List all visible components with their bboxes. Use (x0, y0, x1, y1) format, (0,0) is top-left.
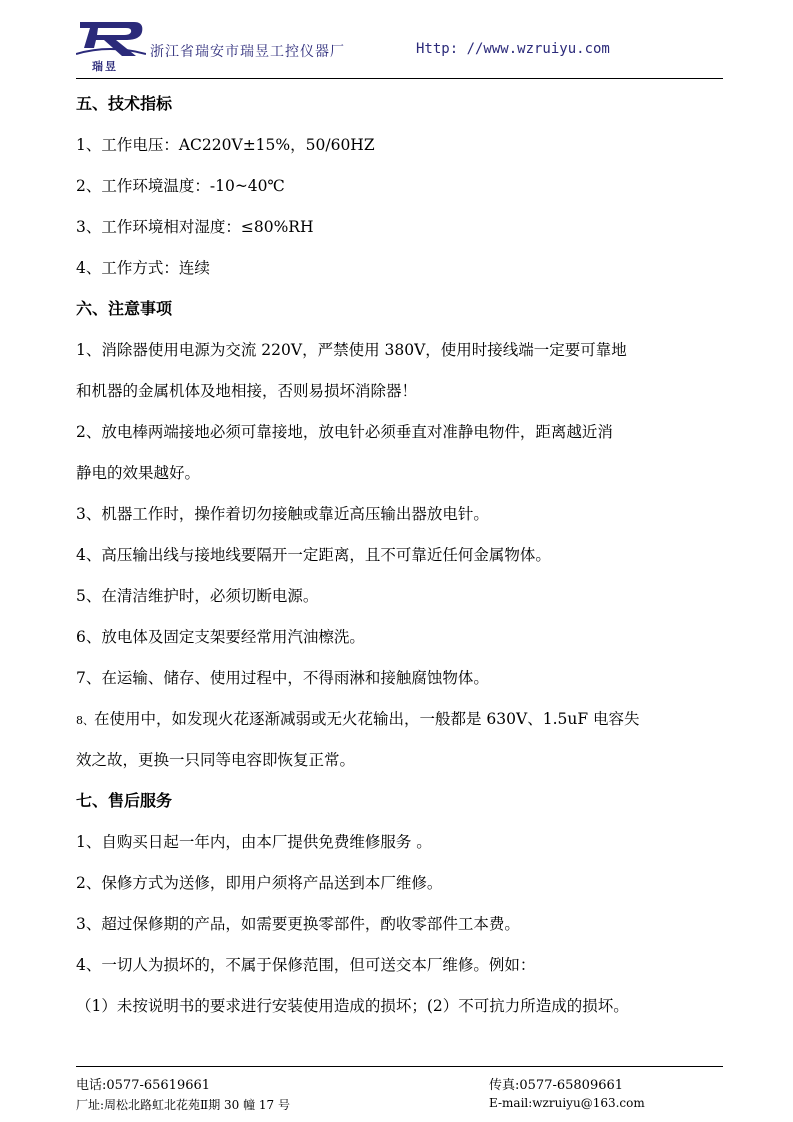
paragraph-line (76, 704, 736, 745)
footer-email[interactable]: E-mail:wzruiyu@163.com (489, 1096, 645, 1110)
section-heading: 五、技术指标 (76, 94, 173, 113)
paragraph-line: 1、工作电压：AC220V±15%，50/60HZ (76, 136, 375, 154)
paragraph-line: 1、自购买日起一年内，由本厂提供免费维修服务 。 (76, 833, 432, 851)
paragraph-line: 1、消除器使用电源为交流 220V，严禁使用 380V，使用时接线端一定要可靠地 (76, 341, 627, 359)
footer-divider (76, 1066, 723, 1067)
company-name: 浙江省瑞安市瑞昱工控仪器厂 (150, 44, 345, 60)
company-logo (76, 14, 146, 74)
section-heading: 六、注意事项 (76, 299, 173, 318)
paragraph-line: 2、工作环境温度：-10~40℃ (76, 177, 285, 195)
website-link[interactable]: Http: //www.wzruiyu.com (416, 41, 610, 57)
paragraph-line: 4、一切人为损坏的，不属于保修范围，但可送交本厂维修。例如： (76, 956, 536, 974)
item-text: 在使用中，如发现火花逐渐减弱或无火花输出，一般都是 630V、1.5uF 电容失 (94, 710, 640, 728)
paragraph-line: 3、工作环境相对湿度：≤80%RH (76, 218, 314, 236)
paragraph-line: 2、保修方式为送修，即用户须将产品送到本厂维修。 (76, 874, 443, 892)
header-divider (76, 78, 723, 79)
paragraph-line: 和机器的金属机体及地相接，否则易损坏消除器！ (76, 382, 418, 400)
paragraph-line: 6、放电体及固定支架要经常用汽油檫洗。 (76, 628, 365, 646)
paragraph-line: 静电的效果越好。 (76, 464, 201, 482)
item-number: 8、 (76, 714, 94, 727)
document-body (76, 89, 736, 1032)
paragraph-line: 2、放电棒两端接地必须可靠接地，放电针必须垂直对准静电物件，距离越近消 (76, 423, 613, 441)
page-header (76, 14, 723, 80)
paragraph-line: 4、高压输出线与接地线要隔开一定距离，且不可靠近任何金属物体。 (76, 546, 551, 564)
paragraph-line: 3、机器工作时，操作着切勿接触或靠近高压输出器放电针。 (76, 505, 489, 523)
paragraph-line: 4、工作方式：连续 (76, 259, 210, 277)
paragraph-line: 效之故，更换一只同等电容即恢复正常。 (76, 751, 356, 769)
section-heading: 七、售后服务 (76, 791, 173, 810)
paragraph-line: （1）未按说明书的要求进行安装使用造成的损坏；(2）不可抗力所造成的损坏。 (76, 997, 629, 1015)
footer-phone: 电话:0577-65619661 (76, 1078, 211, 1093)
footer-address: 厂址:周松北路虹北花苑Ⅱ期 30 幢 17 号 (76, 1098, 290, 1112)
logo-emblem-icon (76, 14, 146, 62)
footer-fax: 传真:0577-65809661 (489, 1078, 624, 1093)
logo-text: 瑞昱 (92, 60, 118, 73)
page-footer (76, 1074, 723, 1118)
paragraph-line: 7、在运输、储存、使用过程中，不得雨淋和接触腐蚀物体。 (76, 669, 489, 687)
paragraph-line: 3、超过保修期的产品，如需要更换零部件，酌收零部件工本费。 (76, 915, 520, 933)
paragraph-line: 5、在清洁维护时，必须切断电源。 (76, 587, 319, 605)
